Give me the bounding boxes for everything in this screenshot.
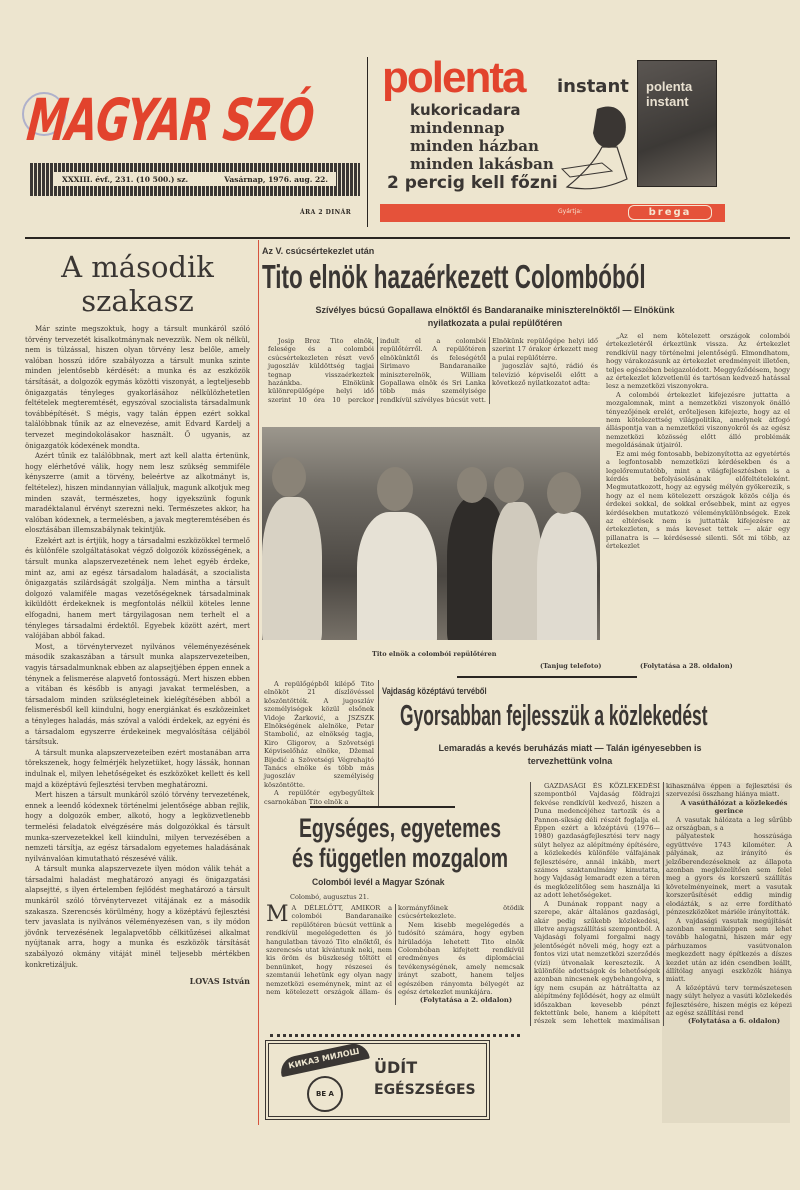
paragraph: jugoszláv sajtó, rádió és televízió képviselői előtt a következő nyilatkozatot adta: [492,362,598,388]
subhead: Colombói levél a Magyar Szónak [312,877,445,888]
main-article-side-column [264,680,379,806]
product-box [637,60,717,187]
paragraph: GAZDASÁGI ÉS KÖZLEKEDÉSI szempontból Vajdaság földrajzi fekvése rendkívül kedvező, hiszen a Duna medencéjéhez tartozik és a Pannon-síkság déli részét foglalja el. Éppen ezért a középtávú (1976—1980) gazdaságfejlesztési terv nagy súlyt helyez az alépítmény építésére, a közlekedés különféle válfajának fejlesztésére, annál inkább, mert számos szaktanulmány kimutatta, hogy Vajdaság lemaradt ezen a téren és megközelítőleg sem használja ki az adott lehetőségeket. [534,782,660,900]
ad-instant: instant [557,76,629,97]
issue-info-bar [30,163,360,196]
transport-body [530,782,792,1026]
ad-line: ÜDÍT [374,1058,418,1077]
subhead: Szívélyes búcsú Gopallawa elnöktől és Bandaranaike miniszterelnöktől — Elnökünk nyilatkozata a pulai repülőtéren [315,305,675,328]
kicker: Az V. csúcsértekezlet után [262,246,375,256]
paragraph: Josip Broz Tito elnök, felesége és a colombói csúcsértekezleten részt vevő jugoszláv küldöttség tagjai tegnap visszaérkeztek hazánkba. Elnökünk különrepülőgépe helyi idő szerint 10 óra 10 perckor indult el a colombói repülőtérről. A repülőtéren elnökünktől és feleségétől Sirimavo Bandaranaike miniszterelnök, William Gopallawa elnök és Sri Lanka több más személyisége rendkívül szívélyes búcsút vett. Elnökünk repülőgépe helyi idő szerint 17 órakor érkezett meg a pulai repülőtérre. [268,337,598,404]
paragraph: Most, a törvénytervezet nyilvános véleményezésének második szakaszában a társult munka alapszervezeteiben, vagyis társadalmunknak ebben az alapsejtjében éppen ennek a ténynek a felismerése alapvető fontosságú. Mert hiszen ebben a vitában és később is anyagi javakat termelésben, a társadalom minden szükségleteinek kielégítésében abból a felismerésből kell kiindulni, hogy energiánkat és eszközeinket a tényleges haladás, más szóval a valódi érdekek, az egyéni és a társadalom egyszerre érdekeinek megvalósítása céljából társítsuk. [25,642,250,747]
news-photo [262,427,600,640]
paragraph: A középtávú terv természetesen nagy súlyt helyez a vasúti közlekedés fejlesztésére, hiszen mégis ez képezi az egész szállítási rend [666,983,792,1017]
paragraph: A DÉLELŐTT, AMIKOR a colombói Bandaranaike repülőtéren búcsút vettünk a rendkívül megelégedetten és jó hangulatban távozó Tito elnöktől, és szerencsés utat kívántunk neki, nem kis öröm és büszkeség töltött el bennünket, hogy részesei és szemtanúi lehetünk egy olyan nagy nemzetközi eseménynek, mint az el nem kötelezett országok állam- és kormányfőinek ötödik csúcsértekezlete. [266,904,524,997]
title-line: A második [61,250,214,284]
headline: Gyorsabban fejlesszük a közlekedést [400,700,708,732]
divider [367,57,368,227]
ad-logo: BE A [307,1076,343,1112]
issue-number: XXXIII. évf., 231. (10 500.) sz. [62,174,189,184]
paragraph: „Az el nem kötelezett országok colombói értekezletéről érkeztünk vissza. Az értekezlet rendkívül nagy történelmi jelentőségű. Elmondhatom, hogy várakozásunk az értekezlet eredményeit illetően, teljes egészében beigazolódott. Meggyőződésem, hogy az értekezlet közvetlenül és tartósan kedvező hatással lesz a nemzetközi viszonyokra. [606,332,790,391]
ad-line: mindennap [410,119,505,137]
divider [457,676,637,678]
photo-caption: Tito elnök a colombói repülőtéren [372,650,497,658]
ad-line: minden házban [410,137,539,155]
issue-date: Vasárnap, 1976. aug. 22. [224,174,328,184]
ad-maker-bar [380,204,725,222]
dateline: Colombó, augusztus 21. [290,893,369,901]
kicker: Vajdaság középtávú tervéből [382,686,487,696]
paragraph: A Dunának roppant nagy a szerepe, akár általános gazdasági, akár pedig szűkebb közlekedési, illetve anyagszállítási szempontból. A Vajdasági folyami forgalmi nagy jelentőségét növeli még, hogy ezt a fontos vizi utat nemzetközi szerződés (vízi) útvonalak keresztezik. A különféle adottságok és lehetőségek azonban nincsenek egybehangolva, s így nem csupán az hátráltatta az alépítmény fejlődését, hogy az elmúlt időszakban kevesebb pénzt fektettünk bele, hanem a kiépített részek sem lehettek maximálisan kihasználva éppen a fejlesztési és szervezési összhang hiánya miatt. [534,782,792,1026]
paragraph: Már szinte megszoktuk, hogy a társult munkáról szóló törvény tervezetét kisalkotmánynak nevezzük. Nem ok nélkül, nem is túlzással, hiszen olyan törvény lesz belőle, amely valóban hosszú időre szabályozza a társult munka szinte minden jelentősebb kérdését: a munka és az eszközök társítását, a dolgozók egymás közötti viszonyát, a legteljesebb önigazgatás tényleges gyakorlásához nélkülözhetetlen feltételek megteremtését, egyszóval szocialista társadalmunk továbbépítését. S mégis, vagy talán éppen ezért sokkal találóbbnak tűnik az az elnevezése, amit Edvard Kardelj a tervezet megindokolásakor használt. Ő ugyanis, az önigazgatók kódexének mondta. [25,325,250,450]
paragraph: Ez ami még fontosabb, bebizonyította az egyetértés a legfontosabb nemzetközi kérdésekben és a legelőremutatóbb, mint a világfejlesztésben is a kérdés befolyásolásának előfeltételeként. Megmutatkozott, hogy az egység mélyén gyökerezik, s hogy az el nem kötelezett országok közös célja és érdekei sokkal, de sokkal erősebbek, mint az egyes kérdésekben mutatkozó véleménykülönbségek. Ezek az eltérések nem is juttatták kifejezésre az értekezleten, s más keveset tettek — akár egy pillanatra is — kérdésessé silenti. Sőt mi több, az értekezlet [606,449,790,551]
paragraph: A vasutak hálózata a leg sűrűbb az országban, s a [666,815,792,833]
continued-note: (Folytatása a 28. oldalon) [640,662,733,670]
author: LOVAS István [189,976,250,987]
ad-slogan: 2 percig kell főzni [387,173,558,193]
divider [310,806,455,808]
masthead-rule [25,237,790,239]
box-label: polenta instant [646,79,693,109]
woman-illustration-icon [557,99,637,199]
continued-note: (Folytatása a 6. oldalon) [687,1017,781,1026]
subheading: A vasúthálózat a közlekedés gerince [680,798,788,816]
photo-credit: (Tanjug telefoto) [540,662,602,670]
editorial-body [25,324,250,987]
polenta-advertisement [382,55,722,225]
editorial-title [25,250,250,318]
paragraph: A társult munka alapszervezeteiben ezért mostanában arra törekszenek, hogy felmérjék helyzetüket, hogy lássák, honnan indulnak el, milyen lehetőségeket és eszközöket kellett és kell majd a középtávú fejlesztési tervben meghatározni. [25,748,250,789]
paragraph: Mert hiszen a társult munkáról szóló törvény tervezetének, ennek a leendő kódexnek történelmi jelentősége abban rejlik, hogy a dolgozók ember, alkotó, hogy a legközvetlenebb termelési feladatok elvégzésére más dolgozókkal és társult munka-szervezetekkel kell kiindulni, milyen tervezésében a nemzeti társítja, az egész társadalom egyetemes haladásának nyilvánvalóan kimutatható részesévé válik. [25,791,250,863]
paragraph: Azért tűnik ez találóbbnak, mert azt kell alatta értenünk, hogy elérhetővé válik, hogy nem lesz szükség semmiféle kényszerre (amit a törvény, beleértve az alkotmányt is, feltételez), hiszen mindannyian vállaljuk, magunk alkotjuk meg minden szavát, természetes, hogy igyekszünk fogunk maradéktalanul érvényt szerezni neki. Természetes akkor, ha valóban kódexnek, a termelésben, a javak megteremtésében és elosztásában illemszabálynak tekintjük. [25,452,250,535]
ad-brand: polenta [382,53,525,102]
ad-brand: КИКАЗ МИЛОШ [278,1041,370,1077]
title-line: szakasz [81,284,194,318]
ad-line: EGÉSZSÉGES [374,1082,476,1098]
paragraph: A társult munka alapszervezete ilyen módon válik tehát a társadalmi haladást meghatározó anyagi és önigazgatási alapsejtté, s ilyen értelemben fejlődést meghatározó a társult munkáról szóló törvénytervezet vitájának ez a második szakasza. Szerencsés körülmény, hogy a középtávú fejlesztési terv javaslata is nyilvános véleményezésen van, s ily módon jövőnk tervezésének legalapvetőbb célkitűzései alkalmat nyújtanak arra, hogy a munka és eszközök társítását szabályozó okmány vitáját minél teljesebb mértékben konkretizáljuk. [25,865,250,969]
main-article-body [268,337,598,404]
divider [270,1034,520,1037]
paragraph: A repülőtér egybegyűltek csarnokában Tito elnök a [264,789,374,806]
maker-logo: brega [628,205,712,220]
headline-line: Egységes, egyetemes [298,813,502,843]
paragraph: A repülőgépből kilépő Tito elnököt 21 díszlövéssel köszöntötték. A jugoszláv személyiségek közül elsőnek Vidoje Žarković, a JSZSZK Elnökségének alelnöke, Petar Stambolić, az elnökség tagja, Kiro Gligorov, a Szövetségi Képviselőház elnöke, Džemal Bijedić a Szövetségi Végrehajtó Tanács elnöke és több más jugoszláv személyiség köszöntötte. [264,680,374,789]
paragraph: A colombói értekezlet kifejezésre juttatta a mozgalomnak, mint a nemzetközi viszonyok önálló tényezőjének erelét, erőteljesen kifejezte, hogy az el nem kötelezettség világpolitika, amelynek átfogó álláspontja van a nemzetközi viszonyokról és az egész nemzetközi közösség előtt álló problémák megoldásának útjairól. [606,390,790,450]
main-article-right-column [606,332,790,551]
column-divider [258,240,259,1125]
ad-line: minden lakásban [410,155,554,173]
headline: Tito elnök hazaérkezett Colombóból [262,258,646,295]
juice-advertisement [265,1040,490,1120]
headline [292,813,508,873]
ad-product: kukoricadara [410,101,521,119]
newspaper-logo: MAGYAR SZÓ [24,86,317,154]
paragraph: A vajdasági vasutak megújítását azonban semmiképpen sem lehet tovább halogatni, hiszen már egy párhuzamos vasútvonalon megkezdett nagy építkezés a díszes kezdet után az idén csendben leállt, állítólag anyagi eszközök hiánya miatt. [666,916,792,984]
dropcap: M [266,902,289,927]
subhead: Lemaradás a kevés beruházás miatt — Talán igényesebben is tervezhettünk volna [438,743,702,766]
continued-note: (Folytatása a 2. oldalon) [419,996,513,1005]
paragraph: Ezekért azt is értjük, hogy a társadalmi eszközökkel termelő és különféle szolgáltatásokat végző dolgozók közösségének, a társult munka alapszervezetének nem lehet egyéb érdeke, mint az, ami az egész társadalom haladását, a szocialista önigazgatás szilárdságát szolgálja. Nem mintha a társult dolgozó valamiféle magas vezetőségeknek társadalminak kiküldött érdekeknek is megfontolás nélkül köteles lenne elfogadni, hanem mert tárgyilagosan nem terhelt el a tényleges társadalmi érdektől. Egyebek között azért, mert valójában abból fakad. [25,536,250,641]
headline-line: és független mozgalom [292,843,509,873]
maker-label: Gyártja: [558,208,583,215]
paragraph: pályatestek hosszúsága együttvéve 1743 kilométer. A pályának, az irányító és jelzőberendezéseknek az állapota azonban megközelítően sem felel meg a gyors és korszerű szállítás követelményeinek, mert a vasutak korszerűsítését eddig mindig elodázták, s az erre fordítható pénzeszközöket máriéle irányították. [666,832,792,917]
paragraph: Nem kisebb megelégedés a tudósító számára, hogy egyben hírüladója lehetett Tito elnök Colombóban kifejtett rendkívül eredményes és diplomáciai tevékenységének, amely nemcsak irányt szabott, hanem teljes egészében rányomta bélyegét az egész értekezlet munkájára. [398,920,524,997]
price: ÁRA 2 DINÁR [300,209,352,216]
colombo-body [266,904,524,1005]
